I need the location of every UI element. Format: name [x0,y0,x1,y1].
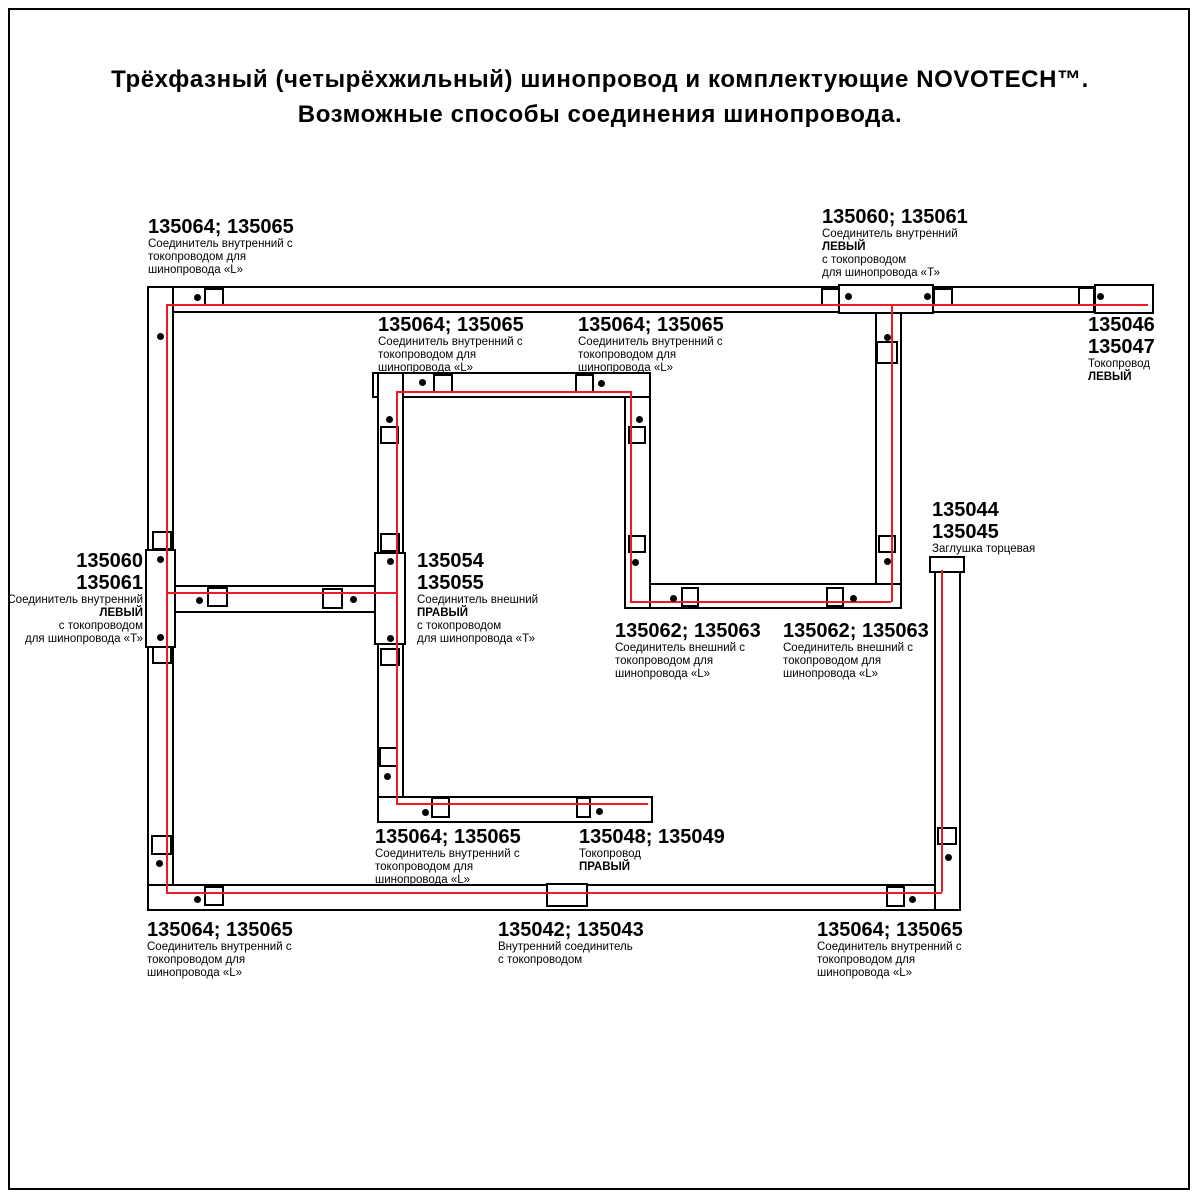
contact-dot [884,334,891,341]
conductor-line [166,592,396,594]
contact-dot [598,380,605,387]
part-code: 135064; 135065 [578,314,724,336]
part-description-line: Токопровод [579,848,641,860]
conductor-line [396,391,398,804]
part-description-line: Токопровод [1088,358,1150,370]
part-description-line: Соединитель внутренний с [148,238,293,250]
contact-dot [632,559,639,566]
part-description-line: токопроводом для [378,349,477,361]
label-connector-internal-l-inner-bottom [375,826,521,887]
label-connector-internal-left-t-side [7,550,143,646]
joint-connector-large [546,883,588,907]
part-description-line: токопроводом для [817,954,916,966]
contact-dot [384,773,391,780]
conductor-line [396,803,648,805]
joint-connector [576,797,591,818]
track-e-horizontal [372,372,651,398]
track-feed-left-piece [1094,284,1154,314]
joint-connector [878,535,896,553]
joint-connector [207,587,228,607]
contact-dot [387,635,394,642]
contact-dot [419,379,426,386]
track-c-horizontal [624,583,902,609]
part-code: 135060; 135061 [822,206,968,228]
contact-dot [909,896,916,903]
part-description-line: шинопровода «L» [615,668,711,680]
joint-connector [681,587,699,607]
part-description-line: Внутренний соединитель [498,941,633,953]
joint-connector [937,827,957,845]
contact-dot [387,558,394,565]
part-description-line: ПРАВЫЙ [417,607,469,619]
track-d-vertical [624,372,651,609]
part-code: 135064; 135065 [378,314,524,336]
diagram-title-line1: Трёхфазный (четырёхжильный) шинопровод и комплектующие NOVOTECH™. [111,66,1089,93]
part-description-line: токопроводом для [578,349,677,361]
part-description-line: токопроводом для [148,251,247,263]
contact-dot [596,808,603,815]
diagram-title [0,62,1200,132]
part-code: 135048; 135049 [579,826,725,848]
conductor-line [396,391,630,393]
label-end-cap [932,499,1035,556]
contact-dot [386,416,393,423]
label-connector-internal-l-inner-2 [578,314,724,375]
part-description-line: Соединитель внешний [417,594,539,606]
contact-dot [1097,293,1104,300]
part-description-line: с токопроводом [417,620,502,632]
part-description-line: шинопровода «L» [817,967,913,979]
joint-connector [876,341,898,364]
part-description-line: токопроводом для [783,655,882,667]
part-description-line: шинопровода «L» [375,874,471,886]
part-description-line: токопроводом для [615,655,714,667]
part-code: 135062; 135063 [783,620,929,642]
part-description-line: Соединитель внутренний [7,594,143,606]
label-connector-internal-left-t-top [822,206,968,280]
contact-dot [157,556,164,563]
contact-dot [884,558,891,565]
contact-dot [845,293,852,300]
joint-connector [152,646,172,664]
part-description-line: с токопроводом [822,254,907,266]
label-connector-external-l-2 [783,620,929,681]
part-description-line: для шинопровода «Т» [822,267,940,279]
part-description-line: ЛЕВЫЙ [822,241,866,253]
part-code: 135064; 135065 [375,826,521,848]
part-description-line: ЛЕВЫЙ [1088,371,1132,383]
contact-dot [350,596,357,603]
part-description-line: Соединитель внешний с [615,642,746,654]
part-description-line: для шинопровода «Т» [417,633,535,645]
part-code: 135064; 135065 [817,919,963,941]
joint-connector [151,835,172,855]
part-description-line: Соединитель внешний с [783,642,914,654]
conductor-line [166,304,1148,306]
part-description-line: Соединитель внутренний с [578,336,723,348]
part-description-line: токопроводом для [375,861,474,873]
contact-dot [924,293,931,300]
contact-dot [157,634,164,641]
contact-dot [194,896,201,903]
part-description-line: для шинопровода «Т» [25,633,143,645]
part-code: 135042; 135043 [498,919,644,941]
part-description-line: шинопровода «L» [148,264,244,276]
contact-dot [156,860,163,867]
joint-connector [431,797,450,818]
contact-dot [194,294,201,301]
part-description-line: шинопровода «L» [378,362,474,374]
part-code: 135047 [1088,336,1155,358]
label-connector-internal-l-inner-1 [378,314,524,375]
track-right-end-cap [929,556,965,573]
part-description-line: Соединитель внутренний с [375,848,520,860]
part-description-line: с токопроводом [58,620,143,632]
part-description-line: шинопровода «L» [783,668,879,680]
part-code: 135062; 135063 [615,620,761,642]
conductor-line [166,892,942,894]
part-description-line: токопроводом для [147,954,246,966]
part-code: 135046 [1088,314,1155,336]
part-description-line: Соединитель внутренний с [147,941,292,953]
label-connector-external-right-t-center [417,550,538,646]
label-connector-internal-l-top-left [148,216,294,277]
contact-dot [945,854,952,861]
joint-connector [152,531,172,550]
joint-connector [204,886,224,906]
label-connector-internal-l-bottom-right [817,919,963,980]
part-code: 135054 [417,550,484,572]
contact-dot [157,333,164,340]
joint-connector [826,587,844,607]
contact-dot [670,595,677,602]
contact-dot [850,595,857,602]
part-description-line: ЛЕВЫЙ [99,607,143,619]
part-description-line: Соединитель внутренний с [378,336,523,348]
contact-dot [636,416,643,423]
label-connector-external-l-1 [615,620,761,681]
part-description-line: с токопроводом [498,954,583,966]
part-description-line: шинопровода «L» [147,967,243,979]
part-code: 135055 [417,572,484,594]
part-code: 135044 [932,499,999,521]
track-t-block-center [374,552,406,645]
joint-connector [886,886,905,907]
part-description-line: Заглушка торцевая [932,543,1036,555]
label-feed-left [1088,314,1155,384]
label-feed-right [579,826,725,874]
part-description-line: ПРАВЫЙ [579,861,631,873]
part-description-line: Соединитель внутренний с [817,941,962,953]
conductor-line [630,391,632,601]
part-description-line: шинопровода «L» [578,362,674,374]
part-code: 135064; 135065 [147,919,293,941]
label-connector-internal-middle [498,919,644,967]
part-code: 135045 [932,521,999,543]
track-t-block-top [838,284,934,314]
conductor-line [891,305,893,602]
part-code: 135060 [76,550,143,572]
conductor-line [166,304,168,893]
part-code: 135061 [76,572,143,594]
track-g-horizontal [377,796,653,823]
label-connector-internal-l-bottom-left [147,919,293,980]
part-description-line: Соединитель внутренний [822,228,958,240]
contact-dot [422,809,429,816]
contact-dot [196,597,203,604]
diagram-title-line2: Возможные способы соединения шинопровода. [297,101,903,128]
conductor-line [941,570,943,892]
part-code: 135064; 135065 [148,216,294,238]
